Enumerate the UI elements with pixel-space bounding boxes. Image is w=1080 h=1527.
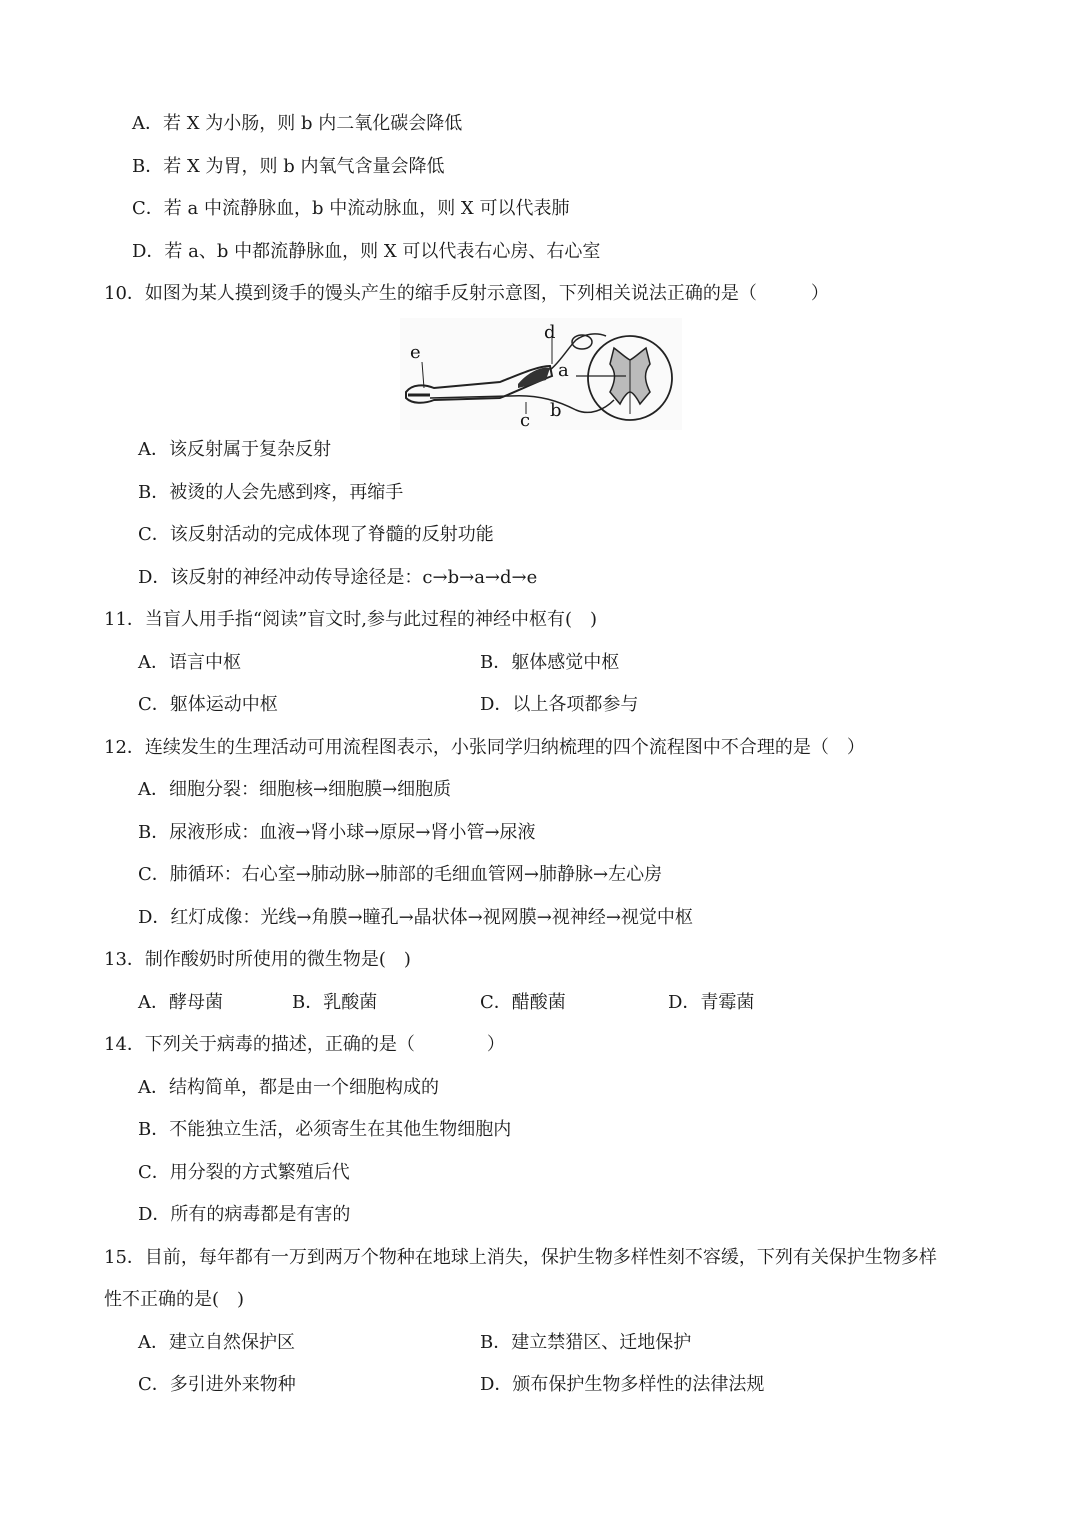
q15-option-c: C．多引进外来物种 [138,1374,296,1395]
figure-label-a: a [558,360,569,381]
q10-option-d: D．该反射的神经冲动传导途径是：c→b→a→d→e [138,567,538,588]
figure-label-e: e [410,342,421,363]
figure-label-b: b [550,400,562,421]
q14-option-a: A．结构简单，都是由一个细胞构成的 [138,1077,439,1098]
q12-option-b: B．尿液形成：血液→肾小球→原尿→肾小管→尿液 [138,822,536,843]
q9-option-c: C．若 a 中流静脉血，b 中流动脉血，则 X 可以代表肺 [132,198,570,219]
q12-option-d: D．红灯成像：光线→角膜→瞳孔→晶状体→视网膜→视神经→视觉中枢 [138,907,693,928]
q10-option-a: A．该反射属于复杂反射 [138,439,331,460]
figure-label-c: c [520,410,531,430]
q14-option-c: C．用分裂的方式繁殖后代 [138,1162,350,1183]
q10-option-c: C．该反射活动的完成体现了脊髓的反射功能 [138,524,494,545]
q11-option-a: A．语言中枢 [138,652,241,673]
q9-option-a: A．若 X 为小肠，则 b 内二氧化碳会降低 [132,113,463,134]
q11-stem: 11．当盲人用手指“阅读”盲文时,参与此过程的神经中枢有( ) [104,609,598,630]
q15-option-a: A．建立自然保护区 [138,1332,295,1353]
q11-option-b: B．躯体感觉中枢 [480,652,620,673]
q12-option-c: C．肺循环：右心室→肺动脉→肺部的毛细血管网→肺静脉→左心房 [138,864,663,885]
q10-option-b: B．被烫的人会先感到疼，再缩手 [138,482,404,503]
q12-stem: 12．连续发生的生理活动可用流程图表示，小张同学归纳梳理的四个流程图中不合理的是（ ） [104,737,865,758]
q9-option-b: B．若 X 为胃，则 b 内氧气含量会降低 [132,156,445,177]
q13-option-a: A．酵母菌 [138,992,223,1013]
q10-stem: 10．如图为某人摸到烫手的馒头产生的缩手反射示意图，下列相关说法正确的是（ ） [104,283,829,304]
q15-stem-line1: 15．目前，每年都有一万到两万个物种在地球上消失，保护生物多样性刻不容缓，下列有关保护生物多样 [104,1247,937,1268]
q15-stem-line2: 性不正确的是( ) [104,1289,245,1310]
q13-stem: 13．制作酸奶时所使用的微生物是( ) [104,949,411,970]
q14-option-b: B．不能独立生活，必须寄生在其他生物细胞内 [138,1119,512,1140]
q13-option-d: D．青霉菌 [668,992,755,1013]
q11-option-d: D．以上各项都参与 [480,694,639,715]
q13-option-b: B．乳酸菌 [292,992,378,1013]
figure-label-d: d [544,322,556,343]
q15-option-b: B．建立禁猎区、迁地保护 [480,1332,692,1353]
reflex-arc-figure [400,318,682,430]
q15-option-d: D．颁布保护生物多样性的法律法规 [480,1374,765,1395]
q14-stem: 14．下列关于病毒的描述，正确的是（ ） [104,1034,505,1055]
q13-option-c: C．醋酸菌 [480,992,566,1013]
q9-option-d: D．若 a、b 中都流静脉血，则 X 可以代表右心房、右心室 [132,241,601,262]
q14-option-d: D．所有的病毒都是有害的 [138,1204,351,1225]
q12-option-a: A．细胞分裂：细胞核→细胞膜→细胞质 [138,779,452,800]
q11-option-c: C．躯体运动中枢 [138,694,278,715]
